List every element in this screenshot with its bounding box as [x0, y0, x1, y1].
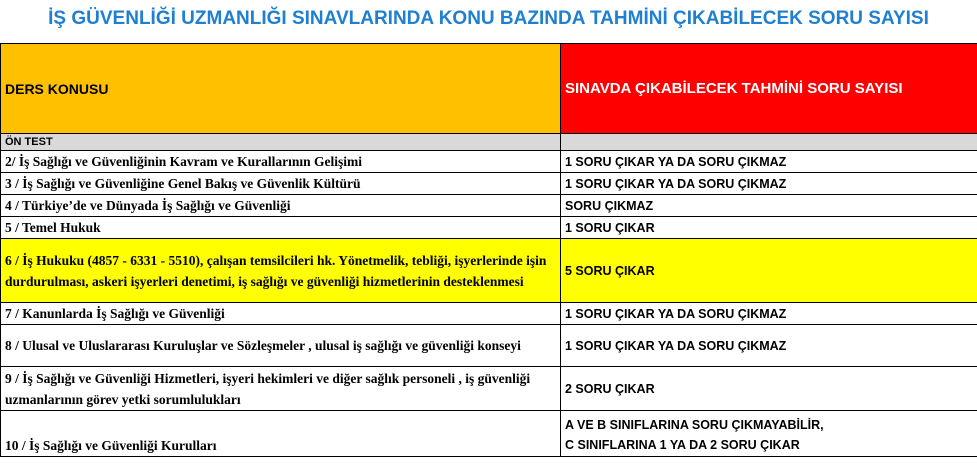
count-cell[interactable]	[561, 411, 977, 457]
table-row	[1, 195, 977, 217]
section-row	[1, 134, 977, 151]
header-count-cell[interactable]: SINAVDA ÇIKABİLECEK TAHMİNİ SORU SAYISI	[561, 44, 977, 134]
count-cell[interactable]: 1 SORU ÇIKAR YA DA SORU ÇIKMAZ	[561, 325, 977, 367]
count-cell[interactable]: 1 SORU ÇIKAR	[561, 217, 977, 239]
count-line-2: C SINIFLARINA 1 YA DA 2 SORU ÇIKAR	[565, 438, 800, 452]
count-cell[interactable]: 1 SORU ÇIKAR YA DA SORU ÇIKMAZ	[561, 303, 977, 325]
count-line-1: A VE B SINIFLARINA SORU ÇIKMAYABİLİR,	[565, 418, 824, 432]
table-row	[1, 173, 977, 195]
header-row	[1, 44, 977, 134]
count-cell[interactable]: 5 SORU ÇIKAR	[561, 239, 977, 303]
page-title: İŞ GÜVENLİĞİ UZMANLIĞI SINAVLARINDA KONU BAZINDA TAHMİNİ ÇIKABİLECEK SORU SAYISI	[0, 0, 977, 41]
header-topic-cell[interactable]: DERS KONUSU	[1, 44, 561, 134]
topic-cell[interactable]: 9 / İş Sağlığı ve Güvenliği Hizmetleri, işyeri hekimleri ve diğer sağlık personeli , iş güvenliği uzmanlarının görev yetki sorumlulukları	[1, 367, 561, 411]
count-cell[interactable]: SORU ÇIKMAZ	[561, 195, 977, 217]
table-row	[1, 411, 977, 457]
table-row	[1, 151, 977, 173]
section-label-cell[interactable]: ÖN TEST	[1, 134, 561, 151]
topics-table	[0, 43, 977, 457]
topic-cell[interactable]: 6 / İş Hukuku (4857 - 6331 - 5510), çalışan temsilcileri hk. Yönetmelik, tebliği, işyerlerinde işin durdurulması, askeri işyerleri denetimi, iş sağlığı ve güvenliği hizmetlerinin desteklenmesi	[1, 239, 561, 303]
table-row	[1, 217, 977, 239]
table-row	[1, 367, 977, 411]
topic-cell[interactable]: 10 / İş Sağlığı ve Güvenliği Kurulları	[1, 411, 561, 457]
count-cell[interactable]: 2 SORU ÇIKAR	[561, 367, 977, 411]
topic-cell[interactable]: 5 / Temel Hukuk	[1, 217, 561, 239]
topic-cell[interactable]: 7 / Kanunlarda İş Sağlığı ve Güvenliği	[1, 303, 561, 325]
topic-cell[interactable]: 2/ İş Sağlığı ve Güvenliğinin Kavram ve Kurallarının Gelişimi	[1, 151, 561, 173]
table-row	[1, 303, 977, 325]
count-cell[interactable]: 1 SORU ÇIKAR YA DA SORU ÇIKMAZ	[561, 151, 977, 173]
section-empty-cell[interactable]	[561, 134, 977, 151]
table-row	[1, 325, 977, 367]
topic-cell[interactable]: 3 / İş Sağlığı ve Güvenliğine Genel Bakış ve Güvenlik Kültürü	[1, 173, 561, 195]
topic-cell[interactable]: 8 / Ulusal ve Uluslararası Kuruluşlar ve Sözleşmeler , ulusal iş sağlığı ve güvenliği konseyi	[1, 325, 561, 367]
topic-cell[interactable]: 4 / Türkiye’de ve Dünyada İş Sağlığı ve Güvenliği	[1, 195, 561, 217]
count-cell[interactable]: 1 SORU ÇIKAR YA DA SORU ÇIKMAZ	[561, 173, 977, 195]
table-row-highlighted	[1, 239, 977, 303]
